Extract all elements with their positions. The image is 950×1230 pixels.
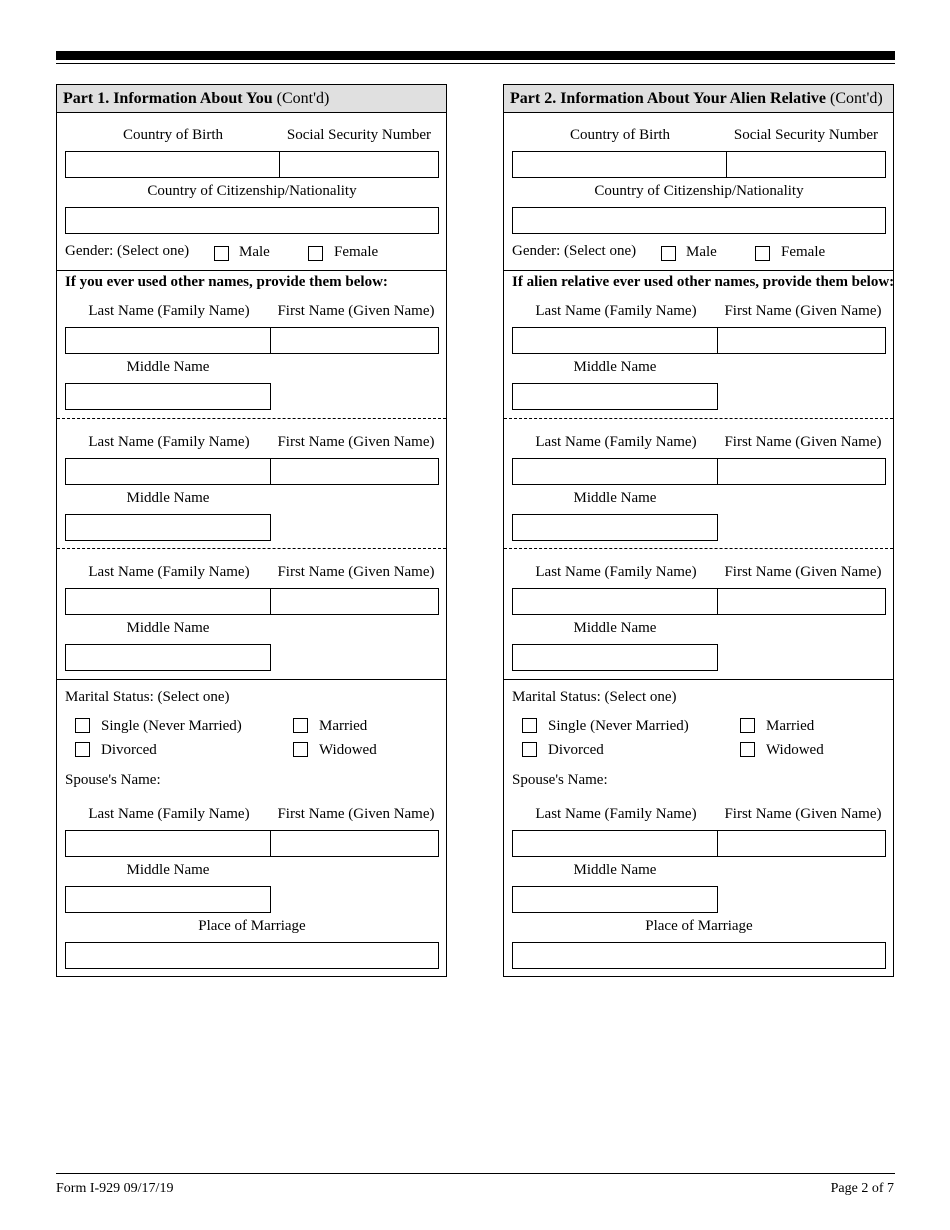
marital-divorced-label: Divorced — [101, 742, 157, 758]
place-of-marriage-label: Place of Marriage — [198, 918, 306, 934]
gender-male-label: Male — [239, 244, 270, 260]
panel-header — [57, 85, 446, 113]
spouse-first-name-field[interactable] — [717, 830, 886, 857]
other-last-name-field[interactable] — [512, 588, 718, 615]
group-divider — [504, 548, 893, 549]
first-name-label: First Name (Given Name) — [724, 303, 882, 319]
citizenship-field[interactable] — [512, 207, 886, 234]
country-of-birth-field[interactable] — [65, 151, 280, 178]
panel-header-contd: (Cont'd) — [826, 90, 883, 107]
marital-widowed-label: Widowed — [766, 742, 824, 758]
citizenship-label: Country of Citizenship/Nationality — [147, 183, 357, 199]
other-last-name-field[interactable] — [65, 458, 271, 485]
other-last-name-field[interactable] — [65, 588, 271, 615]
other-middle-name-field[interactable] — [65, 514, 271, 541]
gender-female-checkbox[interactable] — [308, 246, 323, 261]
citizenship-field[interactable] — [65, 207, 439, 234]
group-divider — [57, 418, 446, 419]
middle-name-label: Middle Name — [573, 490, 657, 506]
marital-single-label: Single (Never Married) — [101, 718, 242, 734]
divider — [504, 679, 893, 680]
other-middle-name-field[interactable] — [512, 383, 718, 410]
other-last-name-field[interactable] — [512, 327, 718, 354]
other-middle-name-field[interactable] — [512, 514, 718, 541]
gender-female-checkbox[interactable] — [755, 246, 770, 261]
marital-divorced-checkbox[interactable] — [522, 742, 537, 757]
other-names-heading: If alien relative ever used other names, provide them below: — [512, 274, 895, 290]
group-divider — [57, 548, 446, 549]
middle-name-label: Middle Name — [573, 359, 657, 375]
first-name-label: First Name (Given Name) — [724, 434, 882, 450]
other-last-name-field[interactable] — [65, 327, 271, 354]
footer-rule — [56, 1173, 895, 1174]
marital-widowed-label: Widowed — [319, 742, 377, 758]
panel-header-title: Part 2. Information About Your Alien Relative — [510, 90, 826, 107]
other-middle-name-field[interactable] — [65, 644, 271, 671]
other-first-name-field[interactable] — [717, 588, 886, 615]
panel-header — [504, 85, 893, 113]
panel-header-contd: (Cont'd) — [272, 90, 330, 107]
marital-divorced-checkbox[interactable] — [75, 742, 90, 757]
middle-name-label: Middle Name — [126, 620, 210, 636]
other-first-name-field[interactable] — [270, 327, 439, 354]
gender-male-checkbox[interactable] — [214, 246, 229, 261]
part1-panel — [56, 84, 447, 977]
marital-widowed-checkbox[interactable] — [740, 742, 755, 757]
divider — [57, 270, 446, 271]
first-name-label: First Name (Given Name) — [724, 564, 882, 580]
spouse-middle-name-field[interactable] — [65, 886, 271, 913]
ssn-field[interactable] — [279, 151, 439, 178]
other-first-name-field[interactable] — [270, 588, 439, 615]
other-first-name-field[interactable] — [717, 458, 886, 485]
spouse-first-name-label: First Name (Given Name) — [277, 806, 435, 822]
middle-name-label: Middle Name — [126, 359, 210, 375]
gender-label: Gender: (Select one) — [512, 243, 637, 259]
other-first-name-field[interactable] — [270, 458, 439, 485]
divider — [504, 270, 893, 271]
ssn-label: Social Security Number — [286, 127, 432, 143]
last-name-label: Last Name (Family Name) — [88, 303, 250, 319]
last-name-label: Last Name (Family Name) — [535, 303, 697, 319]
divider — [57, 679, 446, 680]
first-name-label: First Name (Given Name) — [277, 434, 435, 450]
form-id: Form I-929 09/17/19 — [56, 1181, 174, 1196]
other-names-heading: If you ever used other names, provide them below: — [65, 274, 388, 290]
marital-divorced-label: Divorced — [548, 742, 604, 758]
middle-name-label: Middle Name — [573, 620, 657, 636]
country-of-birth-label: Country of Birth — [570, 127, 670, 143]
part2-panel — [503, 84, 894, 977]
spouse-first-name-label: First Name (Given Name) — [724, 806, 882, 822]
spouse-name-label: Spouse's Name: — [512, 772, 608, 788]
marital-status-label: Marital Status: (Select one) — [512, 689, 677, 705]
ssn-field[interactable] — [726, 151, 886, 178]
other-middle-name-field[interactable] — [65, 383, 271, 410]
marital-single-checkbox[interactable] — [522, 718, 537, 733]
first-name-label: First Name (Given Name) — [277, 564, 435, 580]
first-name-label: First Name (Given Name) — [277, 303, 435, 319]
marital-widowed-checkbox[interactable] — [293, 742, 308, 757]
group-divider — [504, 418, 893, 419]
top-rule-thick — [56, 51, 895, 60]
marital-married-checkbox[interactable] — [740, 718, 755, 733]
country-of-birth-field[interactable] — [512, 151, 727, 178]
last-name-label: Last Name (Family Name) — [535, 564, 697, 580]
page-number: Page 2 of 7 — [830, 1181, 894, 1196]
marital-married-checkbox[interactable] — [293, 718, 308, 733]
gender-label: Gender: (Select one) — [65, 243, 190, 259]
other-first-name-field[interactable] — [717, 327, 886, 354]
spouse-middle-name-label: Middle Name — [573, 862, 657, 878]
spouse-last-name-label: Last Name (Family Name) — [535, 806, 697, 822]
citizenship-label: Country of Citizenship/Nationality — [594, 183, 804, 199]
marital-single-checkbox[interactable] — [75, 718, 90, 733]
last-name-label: Last Name (Family Name) — [535, 434, 697, 450]
marital-status-label: Marital Status: (Select one) — [65, 689, 230, 705]
spouse-name-label: Spouse's Name: — [65, 772, 161, 788]
gender-female-label: Female — [334, 244, 379, 260]
other-middle-name-field[interactable] — [512, 644, 718, 671]
gender-male-label: Male — [686, 244, 717, 260]
spouse-last-name-field[interactable] — [512, 830, 718, 857]
spouse-last-name-label: Last Name (Family Name) — [88, 806, 250, 822]
top-rule-thin — [56, 63, 895, 64]
place-of-marriage-field[interactable] — [65, 942, 439, 969]
spouse-last-name-field[interactable] — [65, 830, 271, 857]
middle-name-label: Middle Name — [126, 490, 210, 506]
last-name-label: Last Name (Family Name) — [88, 564, 250, 580]
ssn-label: Social Security Number — [733, 127, 879, 143]
place-of-marriage-label: Place of Marriage — [645, 918, 753, 934]
other-last-name-field[interactable] — [512, 458, 718, 485]
gender-female-label: Female — [781, 244, 826, 260]
spouse-first-name-field[interactable] — [270, 830, 439, 857]
marital-married-label: Married — [766, 718, 815, 734]
gender-male-checkbox[interactable] — [661, 246, 676, 261]
spouse-middle-name-label: Middle Name — [126, 862, 210, 878]
panel-header-title: Part 1. Information About You — [63, 90, 273, 107]
marital-single-label: Single (Never Married) — [548, 718, 689, 734]
spouse-middle-name-field[interactable] — [512, 886, 718, 913]
place-of-marriage-field[interactable] — [512, 942, 886, 969]
country-of-birth-label: Country of Birth — [123, 127, 223, 143]
last-name-label: Last Name (Family Name) — [88, 434, 250, 450]
marital-married-label: Married — [319, 718, 368, 734]
